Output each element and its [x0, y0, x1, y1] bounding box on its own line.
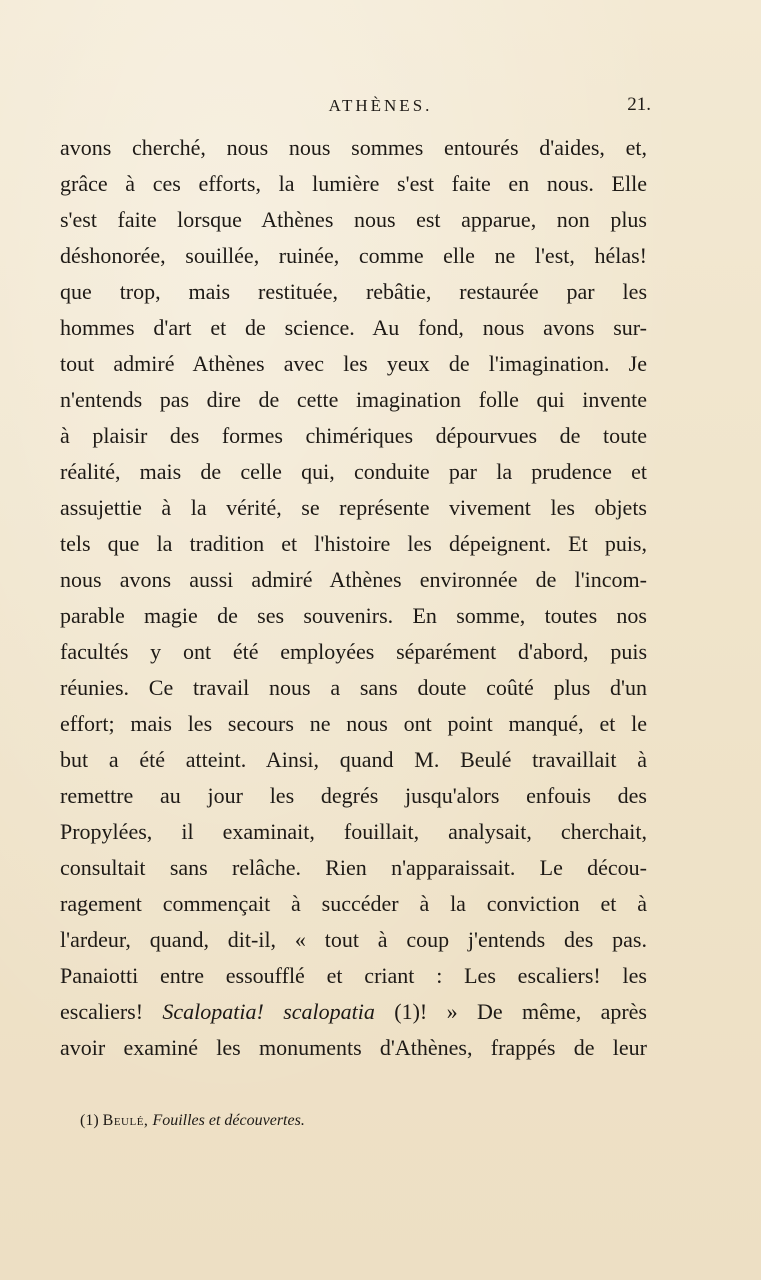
- text-fragment: (1)! » De même, après: [374, 999, 647, 1024]
- text-line: avoir examiné les monuments d'Athènes, frappés de leur: [60, 1035, 647, 1060]
- text-fragment: escaliers!: [60, 999, 163, 1024]
- text-line: parable magie de ses souvenirs. En somme, toutes nos: [60, 603, 647, 628]
- text-line: n'entends pas dire de cette imagination folle qui invente: [60, 387, 647, 412]
- page-number: 21.: [627, 94, 651, 115]
- text-line: but a été atteint. Ainsi, quand M. Beulé travaillait à: [60, 747, 647, 772]
- text-line: assujettie à la vérité, se représente vivement les objets: [60, 495, 647, 520]
- text-line: ragement commençait à succéder à la conviction et à: [60, 891, 647, 916]
- text-line: déshonorée, souillée, ruinée, comme elle ne l'est, hélas!: [60, 243, 647, 268]
- footnote-marker: (1): [80, 1112, 99, 1129]
- text-line: réunies. Ce travail nous a sans doute coûté plus d'un: [60, 675, 647, 700]
- text-line-mixed: [60, 994, 647, 1030]
- text-line: consultait sans relâche. Rien n'apparaissait. Le décou-: [60, 855, 647, 880]
- footnote-author: Beulé,: [102, 1112, 149, 1129]
- text-line: hommes d'art et de science. Au fond, nous avons sur-: [60, 315, 647, 340]
- text-line: grâce à ces efforts, la lumière s'est faite en nous. Elle: [60, 171, 647, 196]
- text-line: remettre au jour les degrés jusqu'alors enfouis des: [60, 783, 647, 808]
- italic-quote: Scalopatia! scalopatia: [162, 999, 375, 1024]
- text-line: Propylées, il examinait, fouillait, analysait, cherchait,: [60, 819, 647, 844]
- text-line: réalité, mais de celle qui, conduite par la prudence et: [60, 459, 647, 484]
- body-text: [60, 130, 647, 1066]
- text-line: à plaisir des formes chimériques dépourvues de toute: [60, 423, 647, 448]
- running-title: ATHÈNES.: [328, 96, 433, 115]
- footnote-title: Fouilles et découvertes.: [152, 1112, 305, 1129]
- text-line: nous avons aussi admiré Athènes environnée de l'incom-: [60, 567, 647, 592]
- text-line: effort; mais les secours ne nous ont point manqué, et le: [60, 711, 647, 736]
- text-line: s'est faite lorsque Athènes nous est apparue, non plus: [60, 207, 647, 232]
- text-line: Panaiotti entre essoufflé et criant : Les escaliers! les: [60, 963, 647, 988]
- footnote: [80, 1112, 305, 1130]
- text-line: l'ardeur, quand, dit-il, « tout à coup j'entends des pas.: [60, 927, 647, 952]
- text-line: que trop, mais restituée, rebâtie, restaurée par les: [60, 279, 647, 304]
- page-header: [0, 92, 761, 122]
- text-line: tels que la tradition et l'histoire les dépeignent. Et puis,: [60, 531, 647, 556]
- text-line: tout admiré Athènes avec les yeux de l'imagination. Je: [60, 351, 647, 376]
- text-line: facultés y ont été employées séparément d'abord, puis: [60, 639, 647, 664]
- text-line: avons cherché, nous nous sommes entourés d'aides, et,: [60, 135, 647, 160]
